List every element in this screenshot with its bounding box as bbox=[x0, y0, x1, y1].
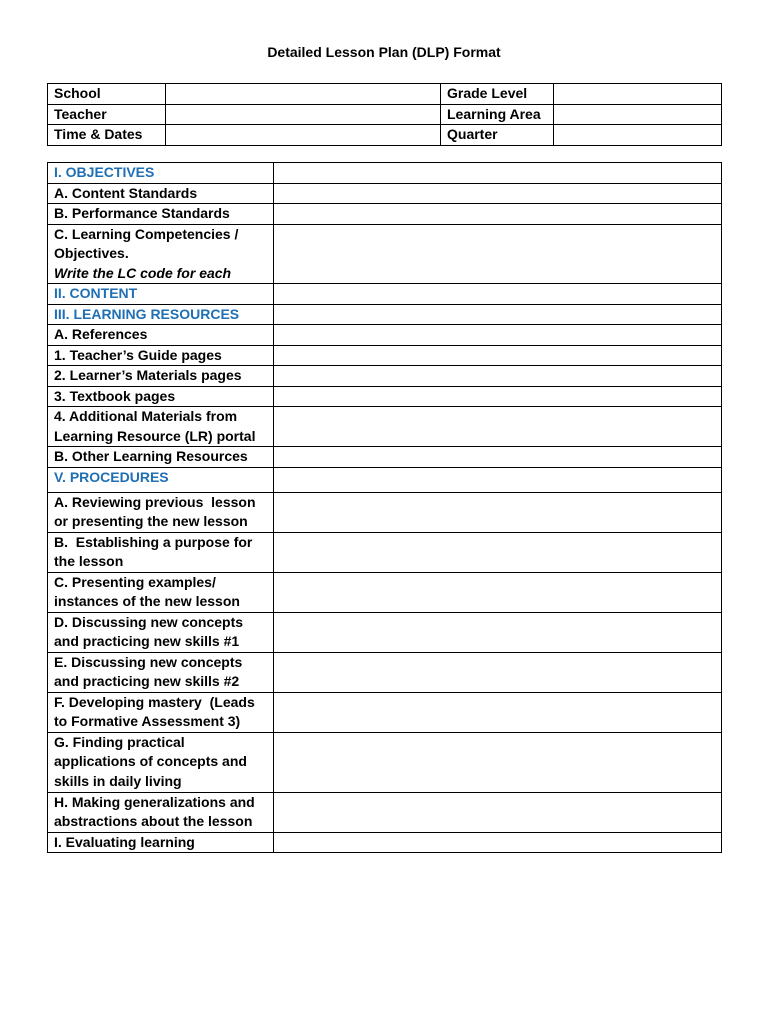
references-field[interactable] bbox=[274, 325, 722, 346]
procedure-a-field[interactable] bbox=[274, 492, 722, 532]
header-row-time bbox=[48, 125, 722, 146]
header-row-school bbox=[48, 84, 722, 105]
learning-area-field[interactable] bbox=[554, 104, 722, 125]
procedure-g-label bbox=[48, 732, 274, 792]
table-row bbox=[48, 325, 722, 346]
procedure-b-line-1: B. Establishing a purpose for bbox=[54, 533, 253, 550]
table-row bbox=[48, 183, 722, 204]
procedure-c-field[interactable] bbox=[274, 572, 722, 612]
procedures-heading: V. PROCEDURES bbox=[48, 467, 274, 492]
teachers-guide-field[interactable] bbox=[274, 345, 722, 366]
competencies-line-2: Objectives. bbox=[54, 245, 129, 261]
other-resources-label: B. Other Learning Resources bbox=[48, 447, 274, 468]
additional-materials-field[interactable] bbox=[274, 407, 722, 447]
table-row bbox=[48, 832, 722, 853]
procedure-h-field[interactable] bbox=[274, 792, 722, 832]
performance-standards-label: B. Performance Standards bbox=[48, 204, 274, 225]
table-row bbox=[48, 447, 722, 468]
procedure-f-field[interactable] bbox=[274, 692, 722, 732]
procedure-a-line-2: or presenting the new lesson bbox=[54, 513, 248, 529]
table-row bbox=[48, 612, 722, 652]
additional-materials-label bbox=[48, 407, 274, 447]
competencies-label bbox=[48, 224, 274, 284]
competencies-line-3: Write the LC code for each bbox=[54, 264, 232, 281]
grade-level-label: Grade Level bbox=[441, 84, 554, 105]
procedure-e-line-2: and practicing new skills #2 bbox=[54, 673, 240, 689]
procedure-c-line-2: instances of the new lesson bbox=[54, 593, 240, 609]
table-row bbox=[48, 366, 722, 387]
header-row-teacher bbox=[48, 104, 722, 125]
table-row bbox=[48, 732, 722, 792]
table-row bbox=[48, 386, 722, 407]
additional-materials-line-1: 4. Additional Materials from bbox=[54, 408, 238, 424]
procedure-h-line-1: H. Making generalizations and bbox=[54, 793, 255, 810]
procedure-g-field[interactable] bbox=[274, 732, 722, 792]
time-dates-field[interactable] bbox=[166, 125, 441, 146]
table-row bbox=[48, 345, 722, 366]
table-row bbox=[48, 492, 722, 532]
table-row bbox=[48, 284, 722, 305]
procedure-h-line-2: abstractions about the lesson bbox=[54, 813, 253, 829]
table-row bbox=[48, 652, 722, 692]
content-heading: II. CONTENT bbox=[48, 284, 274, 305]
table-row bbox=[48, 792, 722, 832]
procedure-i-label: I. Evaluating learning bbox=[48, 832, 274, 853]
additional-materials-line-2: Learning Resource (LR) portal bbox=[54, 427, 256, 444]
procedure-e-label bbox=[48, 652, 274, 692]
content-standards-field[interactable] bbox=[274, 183, 722, 204]
procedure-b-line-2: the lesson bbox=[54, 553, 124, 569]
procedure-f-line-2: to Formative Assessment 3) bbox=[54, 713, 241, 729]
quarter-field[interactable] bbox=[554, 125, 722, 146]
table-row bbox=[48, 692, 722, 732]
learners-materials-field[interactable] bbox=[274, 366, 722, 387]
procedure-a-label bbox=[48, 492, 274, 532]
procedure-c-line-1: C. Presenting examples/ bbox=[54, 573, 216, 590]
header-table bbox=[47, 83, 722, 146]
other-resources-field[interactable] bbox=[274, 447, 722, 468]
page-title: Detailed Lesson Plan (DLP) Format bbox=[267, 44, 501, 60]
grade-level-field[interactable] bbox=[554, 84, 722, 105]
references-label: A. References bbox=[48, 325, 274, 346]
competencies-field[interactable] bbox=[274, 224, 722, 284]
table-row bbox=[48, 572, 722, 612]
learners-materials-label: 2. Learner’s Materials pages bbox=[48, 366, 274, 387]
procedure-d-field[interactable] bbox=[274, 612, 722, 652]
procedure-g-line-3: skills in daily living bbox=[54, 772, 182, 789]
procedure-i-field[interactable] bbox=[274, 832, 722, 853]
procedure-b-field[interactable] bbox=[274, 532, 722, 572]
procedure-e-field[interactable] bbox=[274, 652, 722, 692]
procedure-f-line-1: F. Developing mastery (Leads bbox=[54, 693, 255, 710]
procedure-d-line-1: D. Discussing new concepts bbox=[54, 613, 244, 630]
content-field[interactable] bbox=[274, 284, 722, 305]
school-label: School bbox=[48, 84, 166, 105]
content-standards-label: A. Content Standards bbox=[48, 183, 274, 204]
table-row bbox=[48, 407, 722, 447]
objectives-field[interactable] bbox=[274, 163, 722, 184]
table-row bbox=[48, 163, 722, 184]
school-field[interactable] bbox=[166, 84, 441, 105]
performance-standards-field[interactable] bbox=[274, 204, 722, 225]
table-row bbox=[48, 224, 722, 284]
table-row bbox=[48, 532, 722, 572]
procedure-d-line-2: and practicing new skills #1 bbox=[54, 633, 240, 649]
quarter-label: Quarter bbox=[441, 125, 554, 146]
learning-area-label: Learning Area bbox=[441, 104, 554, 125]
procedure-g-line-1: G. Finding practical bbox=[54, 733, 185, 750]
procedure-b-label bbox=[48, 532, 274, 572]
procedure-f-label bbox=[48, 692, 274, 732]
procedure-c-label bbox=[48, 572, 274, 612]
competencies-line-1: C. Learning Competencies / bbox=[54, 225, 239, 242]
table-row bbox=[48, 204, 722, 225]
procedures-field[interactable] bbox=[274, 467, 722, 492]
learning-resources-field[interactable] bbox=[274, 304, 722, 325]
procedure-h-label bbox=[48, 792, 274, 832]
teacher-field[interactable] bbox=[166, 104, 441, 125]
procedure-d-label bbox=[48, 612, 274, 652]
table-row bbox=[48, 467, 722, 492]
procedure-e-line-1: E. Discussing new concepts bbox=[54, 653, 243, 670]
teacher-label: Teacher bbox=[48, 104, 166, 125]
teachers-guide-label: 1. Teacher’s Guide pages bbox=[48, 345, 274, 366]
textbook-pages-label: 3. Textbook pages bbox=[48, 386, 274, 407]
procedure-a-line-1: A. Reviewing previous lesson bbox=[54, 493, 256, 510]
lesson-plan-table bbox=[47, 162, 722, 853]
time-dates-label: Time & Dates bbox=[48, 125, 166, 146]
procedure-g-line-2: applications of concepts and bbox=[54, 753, 247, 769]
objectives-heading: I. OBJECTIVES bbox=[48, 163, 274, 184]
table-row bbox=[48, 304, 722, 325]
learning-resources-heading: III. LEARNING RESOURCES bbox=[48, 304, 274, 325]
textbook-pages-field[interactable] bbox=[274, 386, 722, 407]
